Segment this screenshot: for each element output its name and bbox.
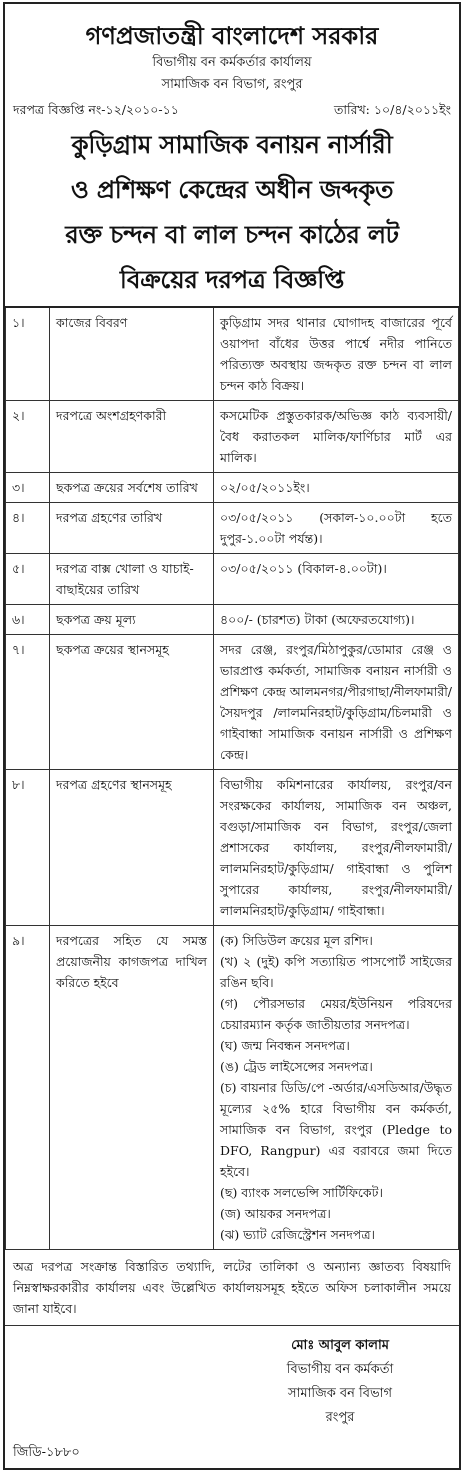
row-number: ২।: [6, 401, 50, 473]
row-number: ৯।: [6, 926, 50, 1250]
document-item: (ঝ) ভ্যাট রেজিস্ট্রেশন সনদপত্র।: [220, 1227, 375, 1242]
tender-notice: [3, 2, 461, 1470]
table-row: [6, 926, 459, 1250]
row-value: ৪০০/- (চারশত) টাকা (অফেরতযোগ্য)।: [214, 605, 459, 635]
table-row: [6, 554, 459, 605]
signatory-name: মোঃ আবুল কালাম: [291, 1338, 389, 1353]
document-item: (চ) বায়নার ডিডি/পে -অর্ডার/এসডিআর/উদ্ধৃত মূল্যের ২৫% হারে বিভাগীয় বন কর্মকর্তা, সামাজিক বন বিভাগ, রংপুর (Pledge to DFO, Rangpur) এর বরাবরে জমা দিতে হইবে।: [220, 1080, 452, 1179]
notice-headline: [5, 124, 459, 300]
row-value: ০৩/০৫/২০১১ (বিকাল-৪.০০টা)।: [214, 554, 459, 605]
row-value: কুড়িগ্রাম সদর থানার ঘোগাদহ বাজারের পূর্বে ওয়াপদা বাঁধের উত্তর পার্শ্বে নদীর পানিতে পরিত্যক্ত অবস্থায় জব্দকৃত রক্ত চন্দন বা লাল চন্দন কাঠ বিক্রয়।: [214, 307, 459, 401]
row-number: ১।: [6, 307, 50, 401]
document-item: (ঙ) ট্রেড লাইসেন্সের সনদপত্র।: [220, 1059, 373, 1074]
office-name: বিভাগীয় বন কর্মকর্তার কার্যালয়: [152, 55, 312, 70]
division-name: সামাজিক বন বিভাগ, রংপুর: [161, 77, 303, 92]
table-row: [6, 605, 459, 635]
row-label: দরপত্র গ্রহণের তারিখ: [50, 503, 214, 554]
row-value: বিভাগীয় কমিশনারের কার্যালয়, রংপুর/বন সংরক্ষকের কার্যালয়, সামাজিক বন অঞ্চল, বগুড়া/সামাজিক বন বিভাগ, রংপুর/জেলা প্রশাসকের কার্যালয়, রংপুর/নীলফামারী/লালমনিরহাট/কুড়িগ্রাম/ গাইবান্ধা ও পুলিশ সুপারের কার্যালয়, রংপুর/নীলফামারী/লালমনিরহাট/কুড়িগ্রাম/ গাইবান্ধা।: [214, 770, 459, 926]
signatory-division: সামাজিক বন বিভাগ: [288, 1386, 392, 1401]
signature-block: [235, 1326, 445, 1430]
row-value: সদর রেঞ্জ, রংপুর/মিঠাপুকুর/ডোমার রেঞ্জ ও ভারপ্রাপ্ত কর্মকর্তা, সামাজিক বনায়ন নার্সারী ও প্রশিক্ষণ কেন্দ্র আলমনগর/পীরগাছা/নীলফামারী/সৈয়দপুর /লালমনিরহাট/কুড়িগ্রাম/চিলমারী ও গাইবান্ধা সামাজিক বনায়ন নার্সারী ও প্রশিক্ষণ কেন্দ্র।: [214, 635, 459, 770]
row-number: ৬।: [6, 605, 50, 635]
memo-date: তারিখ: ১০/৪/২০১১ইং: [334, 102, 451, 117]
document-item: (খ) ২ (দুই) কপি সত্যায়িত পাসপোর্ট সাইজের রঙিন ছবি।: [220, 954, 452, 990]
publication-code: জিডি-১৮৮০: [13, 1445, 80, 1460]
row-number: ৫।: [6, 554, 50, 605]
row-number: ৩।: [6, 473, 50, 503]
row-value: ০২/০৫/২০১১ইং।: [214, 473, 459, 503]
memo-number: দরপত্র বিজ্ঞপ্তি নং-১২/২০১০-১১: [13, 102, 179, 117]
headline-line-2: ও প্রশিক্ষণ কেন্দ্রের অধীন জব্দকৃত: [70, 175, 394, 204]
row-number: ৮।: [6, 770, 50, 926]
row-number: ৭।: [6, 635, 50, 770]
notice-table: [5, 306, 459, 1250]
row-label: কাজের বিবরণ: [50, 307, 214, 401]
row-label: দরপত্রে অংশগ্রহণকারী: [50, 401, 214, 473]
table-row: [6, 635, 459, 770]
headline-line-3: রক্ত চন্দন বা লাল চন্দন কাঠের লট: [65, 220, 399, 249]
table-row: [6, 307, 459, 401]
table-row: [6, 401, 459, 473]
document-item: (ছ) ব্যাংক সলভেন্সি সার্টিফিকেট।: [220, 1185, 383, 1200]
row-value: ০৩/০৫/২০১১ (সকাল-১০.০০টা হতে দুপুর-১.০০টা পর্যন্ত)।: [214, 503, 459, 554]
row-label: ছকপত্র ক্রয়ের সর্বশেষ তারিখ: [50, 473, 214, 503]
row-number: ৪।: [6, 503, 50, 554]
footer-note: অত্র দরপত্র সংক্রান্ত বিস্তারিত তথ্যাদি, লটের তালিকা ও অন্যান্য জ্ঞাতব্য বিষয়াদি নিম্নস্বাক্ষরকারীর কার্যালয় এবং উল্লেখিত কার্যালয়সমূহ হইতে অফিস চলাকালীন সময়ে জানা যাইবে।: [5, 1250, 459, 1326]
row-label: দরপত্র গ্রহণের স্থানসমূহ: [50, 770, 214, 926]
table-row: [6, 503, 459, 554]
government-title: গণপ্রজাতন্ত্রী বাংলাদেশ সরকার: [85, 21, 379, 50]
memo-row: [5, 96, 459, 120]
table-row: [6, 473, 459, 503]
row-label: ছকপত্র ক্রয় মূল্য: [50, 605, 214, 635]
signatory-designation: বিভাগীয় বন কর্মকর্তা: [286, 1362, 394, 1377]
table-row: [6, 770, 459, 926]
row-label: দরপত্র বাক্স খোলা ও যাচাই-বাছাইয়ের তারিখ: [50, 554, 214, 605]
row-value: কসমেটিক প্রস্তুতকারক/অভিজ্ঞ কাঠ ব্যবসায়ী/বৈধ করাতকল মালিক/ফার্ণিচার মার্ট এর মালিক।: [214, 401, 459, 473]
document-item: (ঘ) জন্ম নিবন্ধন সনদপত্র।: [220, 1038, 350, 1053]
signatory-place: রংপুর: [325, 1410, 355, 1425]
headline-line-4: বিক্রয়ের দরপত্র বিজ্ঞপ্তি: [119, 265, 345, 294]
row-label: দরপত্রের সহিত যে সমস্ত প্রয়োজনীয় কাগজপত্র দাখিল করিতে হইবে: [50, 926, 214, 1250]
row-label: ছকপত্র ক্রয়ের স্থানসমূহ: [50, 635, 214, 770]
headline-line-1: কুড়িগ্রাম সামাজিক বনায়ন নার্সারী: [71, 130, 393, 159]
document-item: (গ) পৌরসভার মেয়র/ইউনিয়ন পরিষদের চেয়ারম্যান কর্তৃক জাতীয়তার সনদপত্র।: [220, 996, 452, 1032]
document-item: (ক) সিডিউল ক্রয়ের মূল রশিদ।: [220, 933, 373, 948]
documents-list: [214, 926, 459, 1250]
document-item: (জ) আয়কর সনদপত্র।: [220, 1206, 331, 1221]
